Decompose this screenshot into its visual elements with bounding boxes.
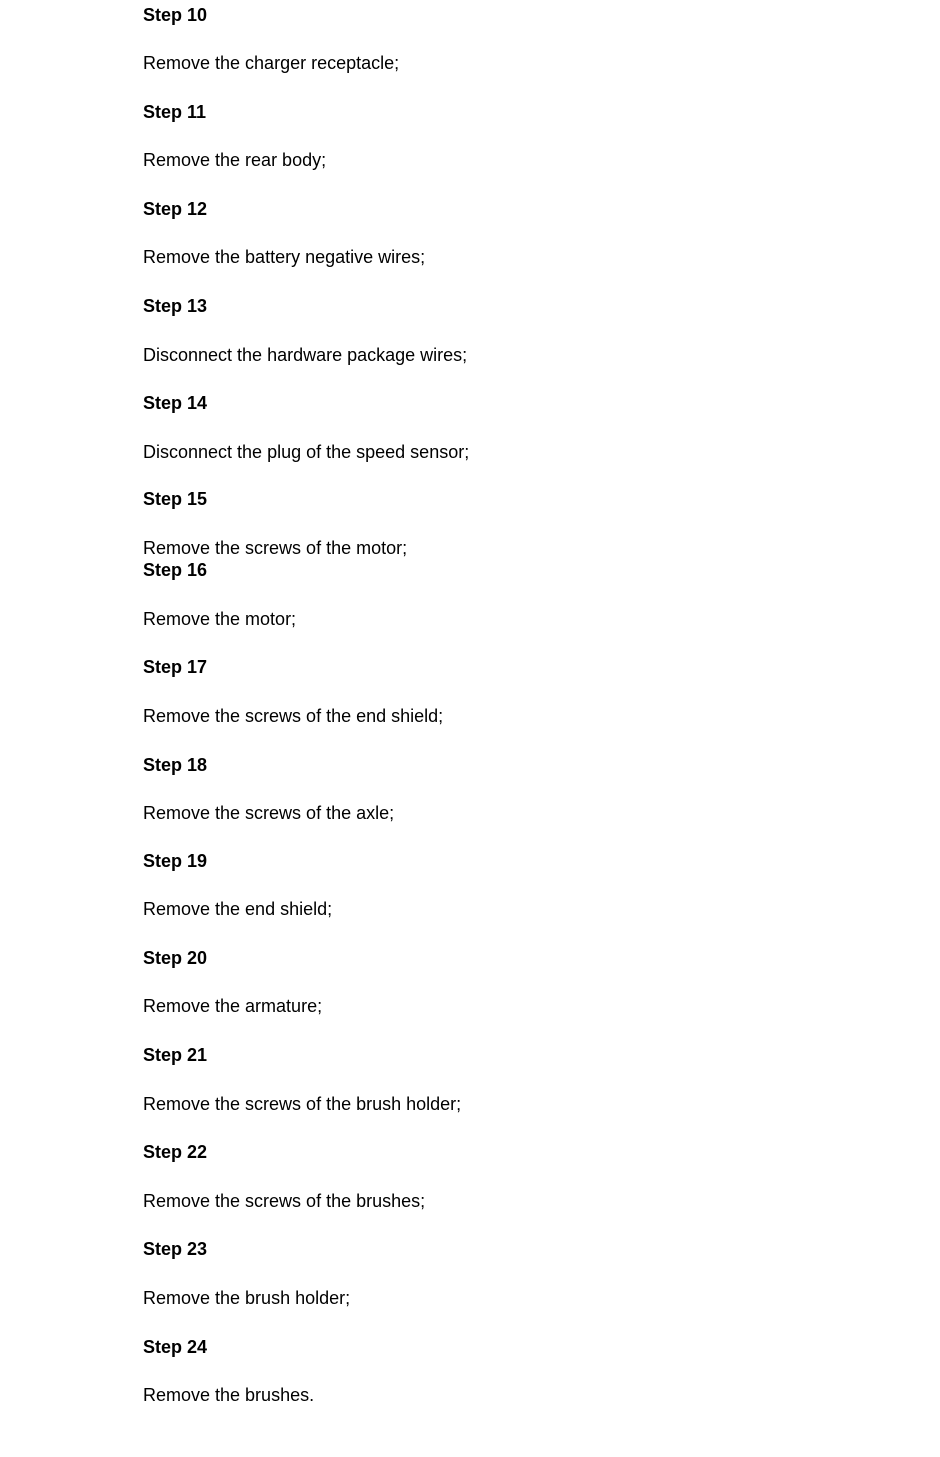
step-instruction: Remove the screws of the axle; [143,803,395,823]
step-instruction: Remove the armature; [143,996,323,1016]
step-heading: Step 18 [143,755,208,775]
step-instruction: Remove the screws of the motor; [143,538,408,558]
step-instruction: Remove the screws of the brush holder; [143,1094,462,1114]
step-heading: Step 19 [143,851,208,871]
step-instruction: Remove the brush holder; [143,1288,351,1308]
step-instruction: Remove the screws of the brushes; [143,1191,426,1211]
step-heading: Step 11 [143,102,207,122]
step-heading: Step 21 [143,1045,208,1065]
step-instruction: Remove the rear body; [143,150,327,170]
step-heading: Step 20 [143,948,208,968]
step-heading: Step 10 [143,5,208,25]
step-heading: Step 23 [143,1239,208,1259]
step-heading: Step 16 [143,560,208,580]
step-instruction: Remove the charger receptacle; [143,53,400,73]
step-instruction: Remove the battery negative wires; [143,247,426,267]
step-heading: Step 14 [143,393,208,413]
step-instruction: Remove the motor; [143,609,297,629]
step-heading: Step 15 [143,489,208,509]
step-instruction: Remove the brushes. [143,1385,315,1405]
step-heading: Step 17 [143,657,208,677]
step-instruction: Disconnect the hardware package wires; [143,345,468,365]
step-instruction: Disconnect the plug of the speed sensor; [143,442,470,462]
step-instruction: Remove the screws of the end shield; [143,706,444,726]
step-heading: Step 22 [143,1142,208,1162]
step-instruction: Remove the end shield; [143,899,333,919]
step-heading: Step 24 [143,1337,208,1357]
step-heading: Step 13 [143,296,208,316]
step-heading: Step 12 [143,199,208,219]
